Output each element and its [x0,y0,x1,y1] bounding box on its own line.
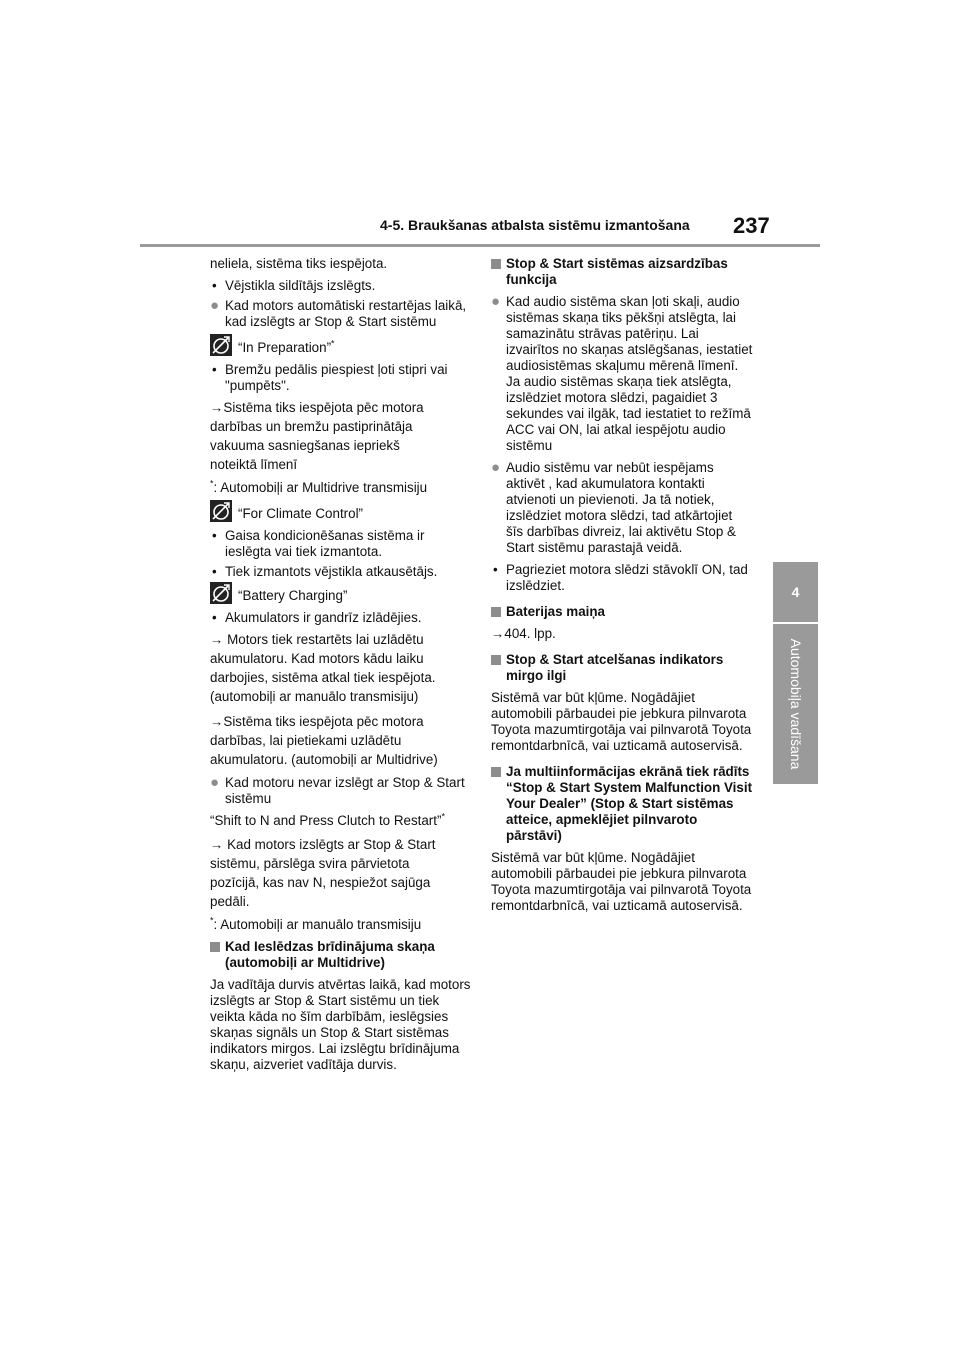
list-item: • Bremžu pedālis piespiest ļoti stipri vai "pumpēts". [212,362,448,393]
indicator-message: “Shift to N and Press Clutch to Restart”* [210,811,445,828]
indicator-message: “For Climate Control” [238,506,364,521]
bullet-item: ● Kad motors automātiski restartējas laikā, kad izslēgts ar Stop & Start sistēmu [210,297,467,329]
indicator-line [210,502,472,526]
heading-square-icon [491,259,501,269]
section-heading: Stop & Start atcelšanas indikators mirgo ilgi [491,652,753,684]
dot-marker: • [212,564,217,579]
section-title: 4-5. Braukšanas atbalsta sistēmu izmantošana [380,217,690,233]
footnote: *: Automobiļi ar Multidrive transmisiju [210,478,428,495]
dot-marker: • [212,528,217,543]
bullet-circle-icon: ● [210,297,220,314]
chapter-label: Automobiļa vadīšana [787,638,804,770]
page-number: 237 [733,213,770,238]
list-item: • Vējstikla sildītājs izslēgts. [212,278,376,293]
heading-square-icon [491,655,501,665]
intro-text: neliela, sistēma tiks iespējota. [210,256,388,271]
bullet-circle-icon: ● [491,459,501,476]
bullet-item: ● Kad motoru nevar izslēgt ar Stop & Start sistēmu [210,774,465,806]
chapter-number: 4 [791,584,800,600]
header-rule [140,244,820,247]
list-item: • Akumulators ir gandrīz izlādējies. [212,610,422,625]
list-item: • Pagrieziet motora slēdzi stāvoklī ON, tad izslēdziet. [493,562,748,593]
footnote: *: Automobiļi ar manuālo transmisiju [210,915,422,932]
list-item: • Tiek izmantots vējstikla atkausētājs. [212,564,438,579]
bullet-circle-icon: ● [210,774,220,791]
arrow-note: →Sistēma tiks iespējota pēc motora darbības, lai pietiekami uzlādētu akumulatoru. (automobiļi ar Multidrive) [210,714,438,767]
indicator-line [210,584,472,608]
section-heading: Kad Ieslēdzas brīdinājuma skaņa (automobiļi ar Multidrive) [210,939,472,971]
indicator-line [210,336,472,360]
stop-start-indicator-icon [210,582,232,604]
paragraph: Sistēmā var būt kļūme. Nogādājiet automobili pārbaudei pie jebkura pilnvarota Toyota mazumtirgotāja vai pilnvarotā Toyota remontdarbnīcā, vai uzticamā autoservisā. [491,850,752,913]
paragraph: Sistēmā var būt kļūme. Nogādājiet automobili pārbaudei pie jebkura pilnvarota Toyota mazumtirgotāja vai pilnvarotā Toyota remontdarbnīcā, vai uzticamā autoservisā. [491,690,752,753]
bullet-circle-icon: ● [491,293,501,310]
section-heading: Stop & Start sistēmas aizsardzības funkcija [491,256,753,288]
section-heading: Baterijas maiņa [491,604,753,620]
list-item: • Gaisa kondicionēšanas sistēma ir ieslēgta vai tiek izmantota. [212,528,425,559]
arrow-note: →Sistēma tiks iespējota pēc motora darbības un bremžu pastiprinātāja vakuuma sasniegšanas iepriekš noteiktā līmenī [210,400,424,472]
paragraph: Ja vadītāja durvis atvērtas laikā, kad motors izslēgts ar Stop & Start sistēmu un tiek veikta kāda no šīm darbībām, ieslēgsies skaņas signāls un Stop & Start sistēmas indikators mirgos. Lai izslēgtu brīdinājuma skaņu, aizveriet vadītāja durvis. [210,977,471,1072]
stop-start-indicator-icon [210,334,232,356]
heading-square-icon [491,607,501,617]
left-column [210,256,472,1079]
indicator-message: “Battery Charging” [238,588,348,603]
dot-marker: • [212,362,217,377]
chapter-tab-label[interactable] [773,624,818,784]
arrow-note: → Motors tiek restartēts lai uzlādētu akumulatoru. Kad motors kādu laiku darbojies, sistēma atkal tiek iespējota. (automobiļi ar manuālo transmisiju) [210,632,436,704]
bullet-item: ● Audio sistēmu var nebūt iespējams aktivēt , kad akumulatora kontakti atvienoti un pievienoti. Ja tā notiek, izslēdziet motora slēdzi, tad atkārtojiet šīs darbības divreiz, lai aktivētu Stop & Start sistēmu parastajā veidā. [491,459,736,555]
stop-start-indicator-icon [210,500,232,522]
page-reference[interactable]: →404. lpp. [491,626,556,641]
section-heading: Ja multiinformācijas ekrānā tiek rādīts “Stop & Start System Malfunction Visit Your Dealer” (Stop & Start sistēmas atteice, apmeklējiet pilnvaroto pārstāvi) [491,764,753,844]
chapter-tab-number[interactable] [773,562,818,622]
dot-marker: • [493,562,498,577]
arrow-note: → Kad motors izslēgts ar Stop & Start sistēmu, pārslēga svira pārvietota pozīcijā, kas nav N, nespiežot sajūga pedāli. [210,837,436,909]
right-column [491,256,753,920]
dot-marker: • [212,610,217,625]
heading-square-icon [491,767,501,777]
bullet-item: ● Kad audio sistēma skan ļoti skaļi, audio sistēmas skaņa tiks pēkšņi atslēgta, lai samazinātu strāvas patēriņu. Lai izvairītos no skaņas atslēgšanas, iestatiet audiosistēmas skaļumu mērenā līmenī. Ja audio sistēmas skaņa tiek atslēgta, izslēdziet motora slēdzi, pagaidiet 3 sekundes vai ilgāk, tad iestatiet to režīmā ACC vai ON, lai atkal iespējotu audio sistēmu [491,293,753,453]
heading-square-icon [210,942,220,952]
dot-marker: • [212,278,217,293]
indicator-message: “In Preparation”* [238,338,335,355]
